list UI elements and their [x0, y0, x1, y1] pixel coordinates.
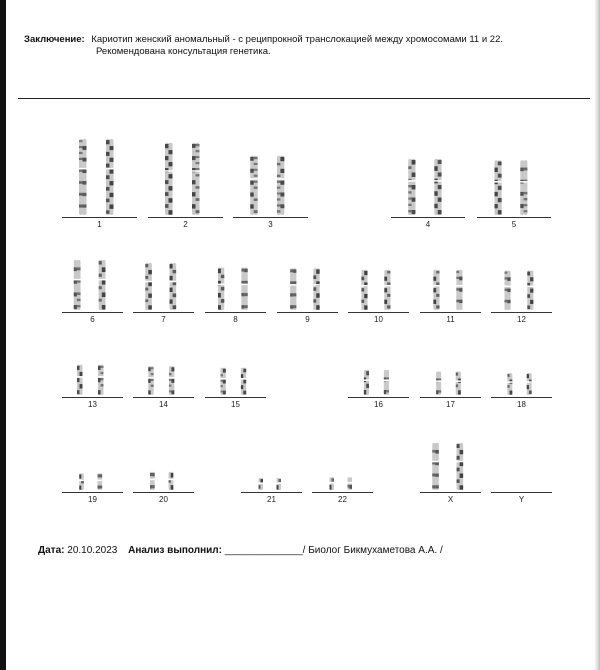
date-value: 20.10.2023	[67, 545, 118, 556]
chromosome-pair-11	[420, 230, 481, 312]
chromosome-pair-22	[312, 410, 373, 492]
conclusion-label: Заключение:	[24, 34, 85, 45]
chromosome-baseline	[477, 217, 551, 218]
chromosome-pair-18	[491, 315, 552, 397]
centromere	[290, 284, 297, 286]
chromatid	[170, 263, 174, 310]
centromere	[526, 381, 531, 383]
date-label: Дата:	[38, 545, 65, 556]
chromosome-slot-14	[133, 315, 194, 411]
chromosome-pair-8	[205, 230, 266, 312]
chromosome-label: 20	[159, 495, 168, 504]
chromatid	[524, 160, 528, 215]
chromosome-baseline	[205, 397, 266, 398]
centromere	[433, 285, 440, 287]
chromosome-label: 16	[374, 400, 383, 409]
chromosome-baseline	[62, 217, 137, 218]
chromosome-baseline	[491, 312, 552, 313]
chromosome-pair-7	[133, 230, 194, 312]
centromere	[276, 482, 281, 484]
chromosome-slot-11	[420, 230, 481, 326]
chromosome-pair-1	[62, 135, 137, 217]
centromere	[258, 482, 263, 484]
chromatid	[313, 268, 316, 310]
centromere	[329, 482, 334, 484]
chromosome-slot-1	[62, 135, 137, 231]
chromosome-pair-10	[348, 230, 409, 312]
chromosome-slot-19	[62, 410, 123, 506]
centromere	[408, 180, 416, 182]
chromosome-baseline	[133, 492, 194, 493]
centromere	[347, 482, 352, 484]
centromere	[383, 379, 389, 381]
centromere	[220, 378, 226, 380]
chromatid	[250, 156, 254, 215]
centromere	[241, 284, 248, 286]
chromatid	[458, 371, 461, 395]
chromosome-label: 2	[183, 220, 188, 229]
chromatid	[79, 139, 83, 215]
chromatid	[316, 268, 319, 310]
chromatid	[436, 270, 439, 310]
chromatid	[196, 143, 200, 215]
signature-line: ______________	[224, 545, 303, 556]
chromatid	[77, 260, 81, 310]
chromatid	[99, 260, 103, 310]
chromosome-label: 18	[517, 400, 526, 409]
chromatid	[110, 139, 114, 215]
chromatid	[221, 267, 224, 310]
chromatid	[280, 156, 284, 215]
chromosome-baseline	[241, 492, 302, 493]
chromosome-label: X	[447, 495, 454, 504]
chromosome-baseline	[420, 312, 481, 313]
chromatid	[530, 270, 533, 310]
chromatid	[151, 366, 154, 395]
centromere	[98, 376, 104, 378]
chromosome-pair-19	[62, 410, 123, 492]
chromatid	[386, 370, 389, 395]
centromere	[98, 279, 105, 281]
chromosome-pair-21	[241, 410, 302, 492]
chromosome-slot-22	[312, 410, 373, 506]
centromere	[363, 379, 369, 381]
chromosome-label: 13	[88, 400, 97, 409]
chromosome-pair-4	[391, 135, 465, 217]
chromosome-pair-x	[420, 410, 481, 492]
chromatid	[387, 270, 390, 310]
chromatid	[434, 159, 438, 215]
chromosome-baseline	[491, 397, 552, 398]
chromosome-baseline	[277, 312, 338, 313]
chromatid	[459, 270, 462, 310]
centromere	[507, 381, 512, 383]
chromosome-pair-3	[233, 135, 308, 217]
chromatid	[529, 373, 532, 395]
chromatid	[412, 159, 416, 215]
chromosome-baseline	[391, 217, 465, 218]
centromere	[313, 284, 320, 286]
centromere	[150, 479, 155, 481]
centromere	[527, 285, 534, 287]
chromosome-label: 11	[446, 315, 455, 324]
centromere	[456, 285, 463, 287]
chromatid	[507, 270, 510, 310]
centromere	[106, 168, 114, 170]
chromosome-baseline	[205, 312, 266, 313]
chromosome-pair-12	[491, 230, 552, 312]
chromatid	[101, 365, 104, 395]
chromosome-pair-16	[348, 315, 409, 397]
chromosome-slot-20	[133, 410, 194, 506]
chromatid	[293, 268, 296, 310]
chromatid	[350, 477, 353, 490]
chromosome-slot-5	[477, 135, 551, 231]
centromere	[79, 168, 87, 170]
chromosome-pair-20	[133, 410, 194, 492]
chromatid	[290, 268, 293, 310]
chromosome-label: 3	[268, 220, 273, 229]
chromatid	[332, 477, 335, 490]
chromatid	[498, 160, 502, 215]
chromosome-label: 21	[267, 495, 276, 504]
chromatid	[520, 160, 524, 215]
chromatid	[223, 368, 226, 395]
chromatid	[171, 472, 174, 490]
chromatid	[148, 263, 152, 310]
centromere	[432, 461, 439, 463]
chromatid	[435, 443, 439, 490]
chromosome-label: 8	[233, 315, 238, 324]
chromatid	[171, 366, 174, 395]
chromatid	[460, 443, 464, 490]
chromosome-slot-18	[491, 315, 552, 411]
centromere	[168, 377, 174, 379]
chromosome-pair-17	[420, 315, 481, 397]
chromosome-label: 10	[374, 315, 383, 324]
centromere	[145, 281, 152, 283]
chromosome-baseline	[148, 217, 223, 218]
analysis-label: Анализ выполнил:	[128, 545, 222, 556]
centromere	[361, 285, 368, 287]
centromere	[384, 285, 391, 287]
chromatid	[495, 160, 499, 215]
chromosome-baseline	[62, 312, 123, 313]
centromere	[148, 377, 154, 379]
chromosome-label: 6	[90, 315, 95, 324]
chromosome-slot-2	[148, 135, 223, 231]
chromosome-slot-21	[241, 410, 302, 506]
chromosome-pair-13	[62, 315, 123, 397]
chromosome-slot-9	[277, 230, 338, 326]
centromere	[456, 461, 463, 463]
chromosome-baseline	[348, 312, 409, 313]
chromatid	[192, 143, 196, 215]
chromosome-pair-15	[205, 315, 266, 397]
chromatid	[218, 267, 221, 310]
chromosome-label: 5	[511, 220, 517, 229]
chromatid	[277, 156, 281, 215]
chromosome-pair-6	[62, 230, 123, 312]
chromatid	[169, 143, 173, 215]
chromosome-baseline	[420, 397, 481, 398]
chromatid	[152, 472, 155, 490]
centromere	[97, 480, 102, 482]
centromere	[250, 178, 258, 180]
chromosome-label: 22	[338, 495, 347, 504]
chromatid	[432, 443, 436, 490]
conclusion-text-line2: Рекомендована консультация генетика.	[96, 46, 271, 57]
chromatid	[241, 267, 244, 310]
chromatid	[366, 370, 369, 395]
centromere	[504, 285, 511, 287]
chromosome-baseline	[312, 492, 373, 493]
chromosome-baseline	[420, 492, 481, 493]
centromere	[240, 378, 246, 380]
chromosome-slot-8	[205, 230, 266, 326]
chromosome-slot-4	[391, 135, 465, 231]
centromere	[276, 178, 284, 180]
centromere	[169, 281, 176, 283]
chromatid	[81, 473, 84, 490]
centromere	[168, 479, 173, 481]
chromosome-pair-14	[133, 315, 194, 397]
centromere	[79, 480, 84, 482]
chromatid	[364, 270, 367, 310]
centromere	[73, 279, 80, 281]
centromere	[520, 181, 528, 183]
chromosome-label: 12	[517, 315, 526, 324]
chromosome-label: 15	[231, 400, 240, 409]
chromatid	[510, 373, 513, 395]
chromosome-baseline	[233, 217, 308, 218]
chromosome-baseline	[133, 397, 194, 398]
centromere	[434, 180, 442, 182]
chromosome-baseline	[491, 492, 552, 493]
chromatid	[106, 139, 110, 215]
conclusion-text-line1: Кариотип женский аномальный - с реципрокной транслокацией между хромосомами 11 и 22.	[91, 34, 504, 45]
centromere	[218, 284, 225, 286]
chromosome-label: 7	[161, 315, 166, 324]
chromosome-slot-y	[491, 410, 552, 506]
chromosome-baseline	[348, 397, 409, 398]
chromatid	[243, 368, 246, 395]
chromatid	[80, 365, 83, 395]
chromatid	[83, 139, 87, 215]
chromatid	[173, 263, 177, 310]
chromosome-label: 17	[446, 400, 455, 409]
chromatid	[244, 267, 247, 310]
chromosome-pair-9	[277, 230, 338, 312]
chromosome-slot-3	[233, 135, 308, 231]
centromere	[455, 380, 461, 382]
chromatid	[145, 263, 149, 310]
chromatid	[102, 260, 106, 310]
chromosome-slot-7	[133, 230, 194, 326]
signature-footer	[38, 545, 578, 556]
chromosome-slot-16	[348, 315, 409, 411]
chromosome-label: 9	[305, 315, 310, 324]
chromosome-slot-15	[205, 315, 266, 411]
chromatid	[457, 443, 461, 490]
chromosome-label: 1	[97, 220, 102, 229]
chromatid	[74, 260, 78, 310]
chromosome-pair-5	[477, 135, 551, 217]
chromosome-slot-10	[348, 230, 409, 326]
chromatid	[438, 159, 442, 215]
chromosome-label: 19	[88, 495, 97, 504]
biologist-name: / Биолог Бикмухаметова А.А. /	[302, 545, 443, 556]
chromosome-slot-12	[491, 230, 552, 326]
chromatid	[438, 371, 441, 395]
chromosome-slot-6	[62, 230, 123, 326]
chromosome-baseline	[62, 492, 123, 493]
chromosome-slot-17	[420, 315, 481, 411]
chromosome-baseline	[133, 312, 194, 313]
chromosome-slot-13	[62, 315, 123, 411]
chromosome-pair-2	[148, 135, 223, 217]
chromatid	[165, 143, 169, 215]
chromosome-label: 14	[159, 400, 168, 409]
centromere	[77, 376, 83, 378]
chromatid	[254, 156, 258, 215]
chromosome-label: Y	[518, 495, 525, 504]
chromosome-slot-x	[420, 410, 481, 506]
centromere	[494, 181, 502, 183]
chromosome-label: 4	[425, 220, 431, 229]
centromere	[165, 170, 173, 172]
centromere	[436, 380, 442, 382]
chromatid	[408, 159, 412, 215]
chromosome-baseline	[62, 397, 123, 398]
chromatid	[100, 473, 103, 490]
centromere	[192, 170, 200, 172]
